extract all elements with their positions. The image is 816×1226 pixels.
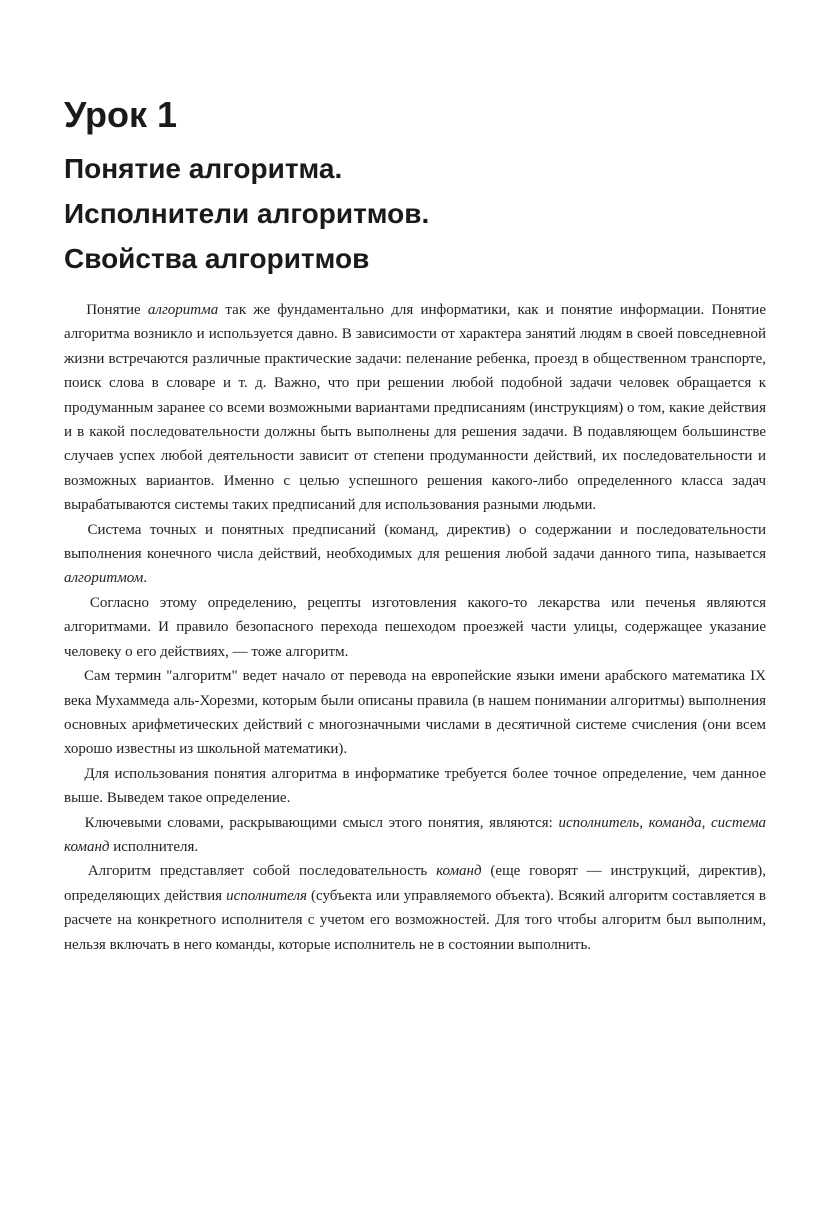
- emphasis-term: команда: [648, 814, 702, 831]
- paragraph-5: [64, 762, 766, 811]
- paragraph-text: исполнителя.: [109, 838, 199, 855]
- paragraph-2: [64, 518, 766, 591]
- paragraph-text: ,: [639, 814, 649, 831]
- paragraph-text: Понятие: [86, 302, 148, 318]
- paragraph-text: Согласно этому определению, рецепты изготовления какого-то лекарства или печенья являются алгоритмами. И правило безопасного перехода пешеходом проезжей части улицы, содержащее указание человеку о его действиях, — тоже алгоритм.: [64, 594, 767, 660]
- paragraph-text: так же фундаментально для информатики, как и понятие информации. Понятие алгоритма возникло и используется давно. В зависимости от характера занятий людям в своей повседневной жизни встречаются различные практические задачи: пеленание ребенка, проезд в общественном транспорте, поиск слова в словаре и т. д. Важно, что при решении любой подобной задачи человек обращается к продуманным заранее со всеми возможными вариантами предписаниям (инструкциям) о том, какие действия и в какой последовательности должны быть выполнены для решения задачи. В подавляющем большинстве случаев успех любой деятельности зависит от степени продуманности действий, их последовательности и возможных вариантов. Именно с целью успешного решения какого-либо определенного класса задач вырабатываются системы таких предписаний для использования разными людьми.: [64, 302, 766, 514]
- paragraph-text: Ключевыми словами, раскрывающими смысл этого понятия, являются:: [84, 814, 559, 831]
- emphasis-term: алгоритма: [147, 302, 219, 318]
- heading-line-2: Исполнители алгоритмов.: [64, 198, 430, 229]
- body-text: [64, 298, 766, 957]
- paragraph-7: [64, 859, 766, 957]
- paragraph-text: (еще говорят — инструкций, директив), определяющих действия: [64, 863, 767, 904]
- emphasis-term: исполнителя: [226, 887, 307, 904]
- paragraph-text: ,: [701, 814, 712, 831]
- paragraph-text: .: [143, 570, 148, 587]
- heading-line-3: Свойства алгоритмов: [64, 243, 370, 274]
- emphasis-term: система команд: [64, 814, 767, 855]
- paragraph-text: Система точных и понятных предписаний (команд, директив) о содержании и последовательности выполнения конечного числа действий, необходимых для решения любой задачи данного типа, называется: [64, 521, 766, 563]
- emphasis-term: исполнитель: [558, 814, 640, 831]
- paragraph-3: [64, 591, 766, 664]
- paragraph-text: Сам термин "алгоритм" ведет начало от перевода на европейские языки имени арабского математика IX века Мухаммеда аль-Хорезми, которым были описаны правила (в нашем понимании алгоритмы) выполнения основных арифметических действий с многозначными числами в десятичной системе счисления (они всем хорошо известны из школьной математики).: [64, 668, 766, 758]
- heading-line-1: Понятие алгоритма.: [64, 153, 343, 184]
- emphasis-term: алгоритмом: [64, 570, 144, 587]
- paragraph-text: (субъекта или управляемого объекта). Всякий алгоритм составляется в расчете на конкретного исполнителя с учетом его возможностей. Для того чтобы алгоритм был выполним, нельзя включать в него команды, которые исполнитель не в состоянии выполнить.: [64, 887, 766, 953]
- lesson-number: Урок 1: [64, 94, 178, 135]
- paragraph-1: [64, 298, 766, 518]
- emphasis-term: команд: [436, 863, 482, 880]
- paragraph-text: Алгоритм представляет собой последовательность: [87, 863, 437, 880]
- paragraph-text: Для использования понятия алгоритма в информатике требуется более точное определение, чем данное выше. Выведем такое определение.: [64, 765, 766, 807]
- paragraph-4: [64, 664, 766, 762]
- lesson-heading: [64, 92, 764, 281]
- paragraph-6: [64, 811, 766, 860]
